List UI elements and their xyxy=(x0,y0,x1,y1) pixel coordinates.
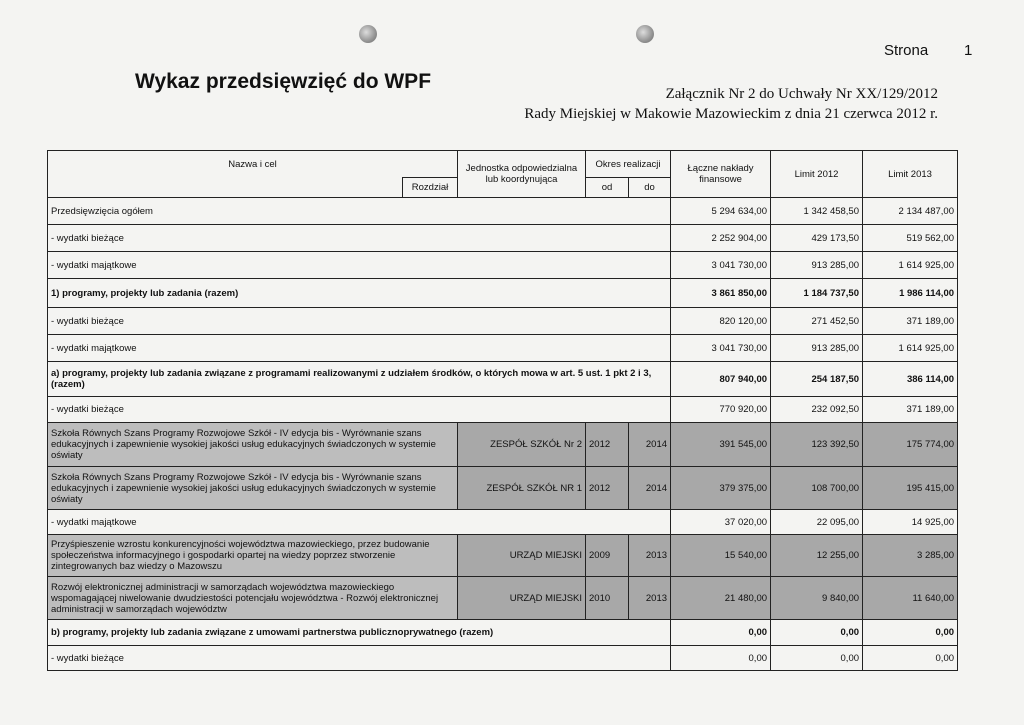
row-limit-2012: 12 255,00 xyxy=(771,535,863,577)
row-limit-2013: 371 189,00 xyxy=(863,397,958,423)
table-row xyxy=(48,335,958,362)
row-total: 770 920,00 xyxy=(671,397,771,423)
row-limit-2013: 3 285,00 xyxy=(863,535,958,577)
header-name: Nazwa i cel xyxy=(48,151,458,178)
table-row xyxy=(48,362,958,397)
header-row xyxy=(48,151,958,178)
row-limit-2012: 108 700,00 xyxy=(771,467,863,510)
row-to: 2013 xyxy=(629,535,671,577)
row-total: 0,00 xyxy=(671,620,771,646)
punch-hole-left xyxy=(359,25,377,43)
row-unit: URZĄD MIEJSKI xyxy=(458,577,586,620)
table-row xyxy=(48,397,958,423)
row-from: 2012 xyxy=(586,467,629,510)
row-total: 391 545,00 xyxy=(671,423,771,467)
punch-hole-right xyxy=(636,25,654,43)
row-limit-2013: 11 640,00 xyxy=(863,577,958,620)
row-name: - wydatki majątkowe xyxy=(48,252,671,279)
row-limit-2012: 123 392,50 xyxy=(771,423,863,467)
row-limit-2013: 0,00 xyxy=(863,646,958,671)
row-unit: ZESPÓŁ SZKÓŁ NR 1 xyxy=(458,467,586,510)
row-total: 15 540,00 xyxy=(671,535,771,577)
table-row xyxy=(48,198,958,225)
page-number: 1 xyxy=(964,42,973,59)
row-total: 2 252 904,00 xyxy=(671,225,771,252)
table-row xyxy=(48,279,958,308)
row-limit-2012: 22 095,00 xyxy=(771,510,863,535)
row-name: - wydatki bieżące xyxy=(48,646,671,671)
row-limit-2013: 1 986 114,00 xyxy=(863,279,958,308)
row-name: Rozwój elektronicznej administracji w samorządach województwa mazowieckiego wspomagającej niwelowanie dwudziestości potencjału województwa - Rozwój elektronicznej administracji w samorządach województw xyxy=(48,577,458,620)
row-name: b) programy, projekty lub zadania związane z umowami partnerstwa publicznoprywatnego (razem) xyxy=(48,620,671,646)
row-limit-2013: 519 562,00 xyxy=(863,225,958,252)
row-limit-2012: 271 452,50 xyxy=(771,308,863,335)
row-limit-2013: 175 774,00 xyxy=(863,423,958,467)
row-limit-2013: 386 114,00 xyxy=(863,362,958,397)
attachment-line-1: Załącznik Nr 2 do Uchwały Nr XX/129/2012 xyxy=(665,86,938,102)
row-limit-2012: 232 092,50 xyxy=(771,397,863,423)
row-limit-2012: 1 184 737,50 xyxy=(771,279,863,308)
page-title: Wykaz przedsięwzięć do WPF xyxy=(135,70,432,93)
row-total: 0,00 xyxy=(671,646,771,671)
row-limit-2012: 0,00 xyxy=(771,646,863,671)
row-name: - wydatki bieżące xyxy=(48,308,671,335)
page-label: Strona xyxy=(884,42,929,59)
header-name-spacer xyxy=(48,178,403,198)
row-unit: URZĄD MIEJSKI xyxy=(458,535,586,577)
row-total: 5 294 634,00 xyxy=(671,198,771,225)
row-name: - wydatki bieżące xyxy=(48,225,671,252)
row-total: 820 120,00 xyxy=(671,308,771,335)
row-total: 379 375,00 xyxy=(671,467,771,510)
row-limit-2012: 9 840,00 xyxy=(771,577,863,620)
header-total: Łączne nakłady finansowe xyxy=(671,151,771,198)
table-row xyxy=(48,225,958,252)
row-from: 2009 xyxy=(586,535,629,577)
row-name: - wydatki majątkowe xyxy=(48,510,671,535)
row-from: 2012 xyxy=(586,423,629,467)
row-total: 3 041 730,00 xyxy=(671,252,771,279)
header-unit: Jednostka odpowiedzialna lub koordynująca xyxy=(458,151,586,198)
header-to: do xyxy=(629,178,671,198)
row-total: 3 861 850,00 xyxy=(671,279,771,308)
row-total: 807 940,00 xyxy=(671,362,771,397)
row-total: 21 480,00 xyxy=(671,577,771,620)
row-name: Przedsięwzięcia ogółem xyxy=(48,198,671,225)
table-row xyxy=(48,646,958,671)
row-limit-2012: 254 187,50 xyxy=(771,362,863,397)
row-to: 2014 xyxy=(629,467,671,510)
row-limit-2012: 429 173,50 xyxy=(771,225,863,252)
row-limit-2013: 2 134 487,00 xyxy=(863,198,958,225)
row-limit-2012: 0,00 xyxy=(771,620,863,646)
header-section: Rozdział xyxy=(403,178,458,198)
table-row xyxy=(48,577,958,620)
row-from: 2010 xyxy=(586,577,629,620)
header-limit-2012: Limit 2012 xyxy=(771,151,863,198)
attachment-line-2: Rady Miejskiej w Makowie Mazowieckim z dnia 21 czerwca 2012 r. xyxy=(524,106,938,122)
row-total: 3 041 730,00 xyxy=(671,335,771,362)
row-limit-2013: 1 614 925,00 xyxy=(863,335,958,362)
table-row xyxy=(48,467,958,510)
table-row xyxy=(48,620,958,646)
table-row xyxy=(48,535,958,577)
row-name: a) programy, projekty lub zadania związane z programami realizowanymi z udziałem środków, o których mowa w art. 5 ust. 1 pkt 2 i 3, (razem) xyxy=(48,362,671,397)
row-total: 37 020,00 xyxy=(671,510,771,535)
row-to: 2013 xyxy=(629,577,671,620)
row-name: Przyśpieszenie wzrostu konkurencyjności województwa mazowieckiego, przez budowanie społeczeństwa informacyjnego i gospodarki opartej na wiedzy poprzez stworzenie zintegrowanych baz wiedzy o Mazowszu xyxy=(48,535,458,577)
row-to: 2014 xyxy=(629,423,671,467)
row-name: Szkoła Równych Szans Programy Rozwojowe Szkół - IV edycja bis - Wyrównanie szans edukacyjnych i zapewnienie wysokiej jakości usług edukacyjnych świadczonych w systemie oświaty xyxy=(48,423,458,467)
row-limit-2013: 14 925,00 xyxy=(863,510,958,535)
row-limit-2012: 913 285,00 xyxy=(771,252,863,279)
row-name: - wydatki majątkowe xyxy=(48,335,671,362)
row-name: Szkoła Równych Szans Programy Rozwojowe Szkół - IV edycja bis - Wyrównanie szans edukacyjnych i zapewnienie wysokiej jakości usług edukacyjnych świadczonych w systemie oświaty xyxy=(48,467,458,510)
table-row xyxy=(48,308,958,335)
row-limit-2013: 195 415,00 xyxy=(863,467,958,510)
row-limit-2013: 0,00 xyxy=(863,620,958,646)
header-from: od xyxy=(586,178,629,198)
wpf-table xyxy=(47,150,958,671)
table-row xyxy=(48,423,958,467)
row-unit: ZESPÓŁ SZKÓŁ Nr 2 xyxy=(458,423,586,467)
row-limit-2012: 1 342 458,50 xyxy=(771,198,863,225)
row-name: 1) programy, projekty lub zadania (razem) xyxy=(48,279,671,308)
row-name: - wydatki bieżące xyxy=(48,397,671,423)
row-limit-2012: 913 285,00 xyxy=(771,335,863,362)
row-limit-2013: 1 614 925,00 xyxy=(863,252,958,279)
table-row xyxy=(48,252,958,279)
header-limit-2013: Limit 2013 xyxy=(863,151,958,198)
row-limit-2013: 371 189,00 xyxy=(863,308,958,335)
header-period: Okres realizacji xyxy=(586,151,671,178)
table-row xyxy=(48,510,958,535)
